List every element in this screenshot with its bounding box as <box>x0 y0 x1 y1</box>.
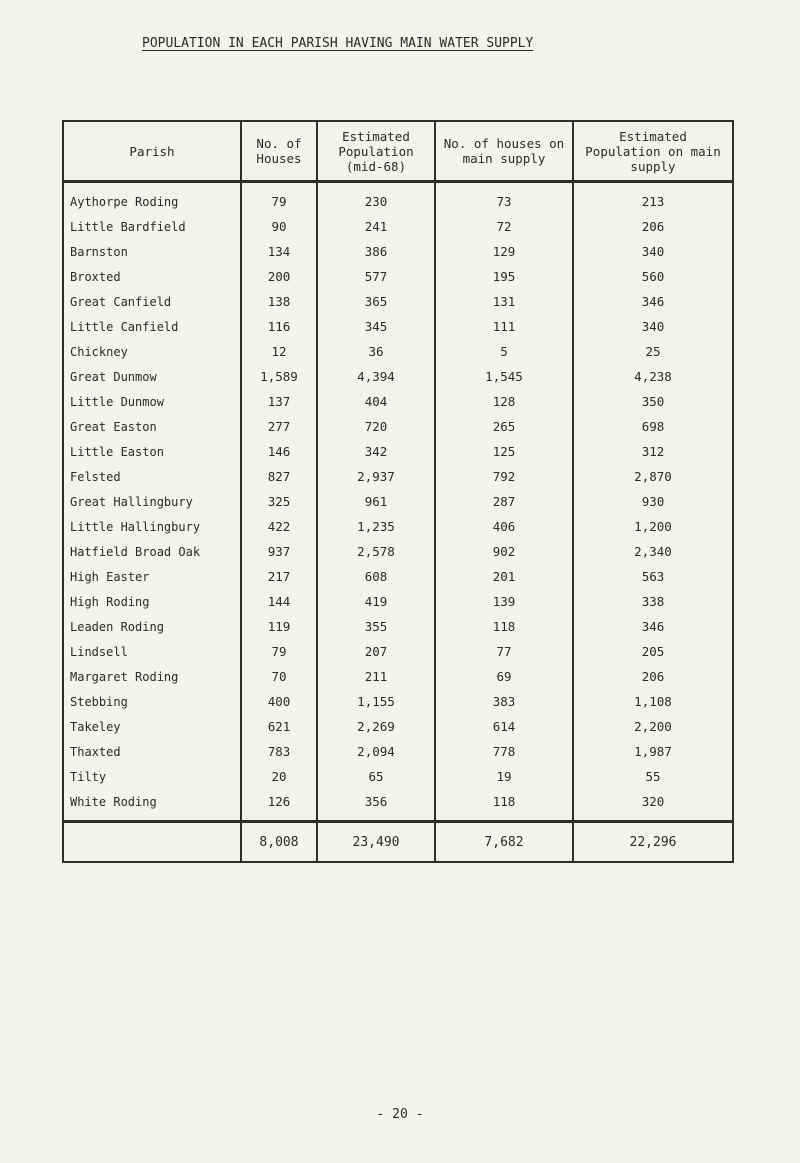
population-main-estimate: 4,238 <box>573 364 733 389</box>
population-estimate: 65 <box>317 764 435 789</box>
houses-count: 217 <box>241 564 317 589</box>
houses-count: 90 <box>241 214 317 239</box>
table-row <box>63 589 733 614</box>
population-estimate: 2,578 <box>317 539 435 564</box>
population-estimate: 1,235 <box>317 514 435 539</box>
population-estimate: 345 <box>317 314 435 339</box>
houses-main-count: 118 <box>435 614 573 639</box>
population-estimate: 230 <box>317 182 435 215</box>
population-estimate: 211 <box>317 664 435 689</box>
population-estimate: 404 <box>317 389 435 414</box>
houses-main-count: 69 <box>435 664 573 689</box>
houses-main-count: 128 <box>435 389 573 414</box>
table-row <box>63 789 733 822</box>
population-estimate: 36 <box>317 339 435 364</box>
population-estimate: 207 <box>317 639 435 664</box>
population-estimate: 4,394 <box>317 364 435 389</box>
header-houses-main: No. of houses on main supply <box>435 121 573 182</box>
houses-count: 12 <box>241 339 317 364</box>
table-row <box>63 289 733 314</box>
population-estimate: 241 <box>317 214 435 239</box>
population-main-estimate: 312 <box>573 439 733 464</box>
parish-name: Chickney <box>63 339 241 364</box>
houses-main-count: 72 <box>435 214 573 239</box>
population-estimate: 720 <box>317 414 435 439</box>
population-main-estimate: 206 <box>573 664 733 689</box>
parish-name: Thaxted <box>63 739 241 764</box>
table-row <box>63 182 733 215</box>
parish-name: High Roding <box>63 589 241 614</box>
population-estimate: 1,155 <box>317 689 435 714</box>
table-body <box>63 182 733 822</box>
parish-name: Takeley <box>63 714 241 739</box>
houses-main-count: 19 <box>435 764 573 789</box>
population-main-estimate: 1,987 <box>573 739 733 764</box>
population-estimate: 961 <box>317 489 435 514</box>
parish-name: Great Easton <box>63 414 241 439</box>
parish-name: Lindsell <box>63 639 241 664</box>
header-population: Estimated Population (mid-68) <box>317 121 435 182</box>
houses-main-count: 287 <box>435 489 573 514</box>
parish-name: Great Canfield <box>63 289 241 314</box>
table-row <box>63 339 733 364</box>
population-main-estimate: 320 <box>573 789 733 822</box>
population-main-estimate: 25 <box>573 339 733 364</box>
header-row <box>63 121 733 182</box>
table-row <box>63 414 733 439</box>
population-main-estimate: 698 <box>573 414 733 439</box>
population-main-estimate: 206 <box>573 214 733 239</box>
houses-count: 137 <box>241 389 317 414</box>
table-row <box>63 314 733 339</box>
table-row <box>63 364 733 389</box>
table-row <box>63 664 733 689</box>
houses-count: 119 <box>241 614 317 639</box>
population-main-estimate: 205 <box>573 639 733 664</box>
houses-main-count: 792 <box>435 464 573 489</box>
total-houses-main: 7,682 <box>435 822 573 863</box>
houses-main-count: 406 <box>435 514 573 539</box>
parish-name: Aythorpe Roding <box>63 182 241 215</box>
header-houses: No. of Houses <box>241 121 317 182</box>
population-main-estimate: 2,340 <box>573 539 733 564</box>
table-row <box>63 439 733 464</box>
houses-main-count: 125 <box>435 439 573 464</box>
total-houses: 8,008 <box>241 822 317 863</box>
population-main-estimate: 340 <box>573 314 733 339</box>
houses-main-count: 131 <box>435 289 573 314</box>
parish-name: Leaden Roding <box>63 614 241 639</box>
population-estimate: 2,937 <box>317 464 435 489</box>
houses-main-count: 1,545 <box>435 364 573 389</box>
parish-name: Margaret Roding <box>63 664 241 689</box>
houses-count: 200 <box>241 264 317 289</box>
population-estimate: 356 <box>317 789 435 822</box>
table-row <box>63 389 733 414</box>
parish-name: Great Hallingbury <box>63 489 241 514</box>
houses-main-count: 383 <box>435 689 573 714</box>
population-estimate: 355 <box>317 614 435 639</box>
table-row <box>63 714 733 739</box>
houses-main-count: 778 <box>435 739 573 764</box>
houses-count: 325 <box>241 489 317 514</box>
houses-count: 79 <box>241 639 317 664</box>
population-main-estimate: 340 <box>573 239 733 264</box>
page-number: - 20 - <box>376 1107 424 1122</box>
parish-name: Stebbing <box>63 689 241 714</box>
houses-count: 138 <box>241 289 317 314</box>
houses-count: 400 <box>241 689 317 714</box>
table-row <box>63 489 733 514</box>
parish-name: Tilty <box>63 764 241 789</box>
population-main-estimate: 213 <box>573 182 733 215</box>
population-estimate: 365 <box>317 289 435 314</box>
houses-main-count: 614 <box>435 714 573 739</box>
table-row <box>63 639 733 664</box>
population-main-estimate: 346 <box>573 289 733 314</box>
houses-main-count: 118 <box>435 789 573 822</box>
page-title: POPULATION IN EACH PARISH HAVING MAIN WATER SUPPLY <box>142 36 534 51</box>
population-main-estimate: 2,200 <box>573 714 733 739</box>
houses-count: 20 <box>241 764 317 789</box>
houses-count: 827 <box>241 464 317 489</box>
parish-name: Hatfield Broad Oak <box>63 539 241 564</box>
houses-main-count: 73 <box>435 182 573 215</box>
population-main-estimate: 2,870 <box>573 464 733 489</box>
houses-count: 937 <box>241 539 317 564</box>
parish-name: Barnston <box>63 239 241 264</box>
population-estimate: 2,269 <box>317 714 435 739</box>
population-main-estimate: 346 <box>573 614 733 639</box>
total-population-main: 22,296 <box>573 822 733 863</box>
houses-count: 422 <box>241 514 317 539</box>
houses-count: 126 <box>241 789 317 822</box>
water-supply-table <box>62 120 734 863</box>
parish-name: Felsted <box>63 464 241 489</box>
houses-count: 1,589 <box>241 364 317 389</box>
parish-name: Little Hallingbury <box>63 514 241 539</box>
population-estimate: 608 <box>317 564 435 589</box>
table-row <box>63 539 733 564</box>
parish-name: High Easter <box>63 564 241 589</box>
population-main-estimate: 55 <box>573 764 733 789</box>
houses-main-count: 265 <box>435 414 573 439</box>
parish-name: Broxted <box>63 264 241 289</box>
houses-count: 277 <box>241 414 317 439</box>
population-main-estimate: 930 <box>573 489 733 514</box>
houses-count: 134 <box>241 239 317 264</box>
parish-name: Little Dunmow <box>63 389 241 414</box>
population-main-estimate: 560 <box>573 264 733 289</box>
population-estimate: 577 <box>317 264 435 289</box>
houses-count: 70 <box>241 664 317 689</box>
houses-main-count: 201 <box>435 564 573 589</box>
table-row <box>63 614 733 639</box>
houses-count: 783 <box>241 739 317 764</box>
table-row <box>63 464 733 489</box>
houses-count: 79 <box>241 182 317 215</box>
parish-name: Great Dunmow <box>63 364 241 389</box>
population-estimate: 2,094 <box>317 739 435 764</box>
total-population: 23,490 <box>317 822 435 863</box>
population-main-estimate: 338 <box>573 589 733 614</box>
houses-main-count: 139 <box>435 589 573 614</box>
population-main-estimate: 350 <box>573 389 733 414</box>
houses-main-count: 129 <box>435 239 573 264</box>
totals-label <box>63 822 241 863</box>
houses-main-count: 902 <box>435 539 573 564</box>
houses-count: 621 <box>241 714 317 739</box>
houses-main-count: 195 <box>435 264 573 289</box>
houses-count: 116 <box>241 314 317 339</box>
table-row <box>63 264 733 289</box>
parish-name: Little Canfield <box>63 314 241 339</box>
table-row <box>63 214 733 239</box>
houses-count: 146 <box>241 439 317 464</box>
table-row <box>63 689 733 714</box>
population-main-estimate: 563 <box>573 564 733 589</box>
header-parish: Parish <box>63 121 241 182</box>
houses-main-count: 5 <box>435 339 573 364</box>
table-row <box>63 239 733 264</box>
parish-name: Little Bardfield <box>63 214 241 239</box>
header-population-main: Estimated Population on main supply <box>573 121 733 182</box>
population-main-estimate: 1,108 <box>573 689 733 714</box>
population-main-estimate: 1,200 <box>573 514 733 539</box>
houses-main-count: 77 <box>435 639 573 664</box>
houses-count: 144 <box>241 589 317 614</box>
houses-main-count: 111 <box>435 314 573 339</box>
population-estimate: 386 <box>317 239 435 264</box>
parish-name: Little Easton <box>63 439 241 464</box>
table-row <box>63 564 733 589</box>
table-row <box>63 514 733 539</box>
population-estimate: 342 <box>317 439 435 464</box>
parish-name: White Roding <box>63 789 241 822</box>
table-row <box>63 764 733 789</box>
totals-row <box>63 822 733 863</box>
population-estimate: 419 <box>317 589 435 614</box>
table-row <box>63 739 733 764</box>
